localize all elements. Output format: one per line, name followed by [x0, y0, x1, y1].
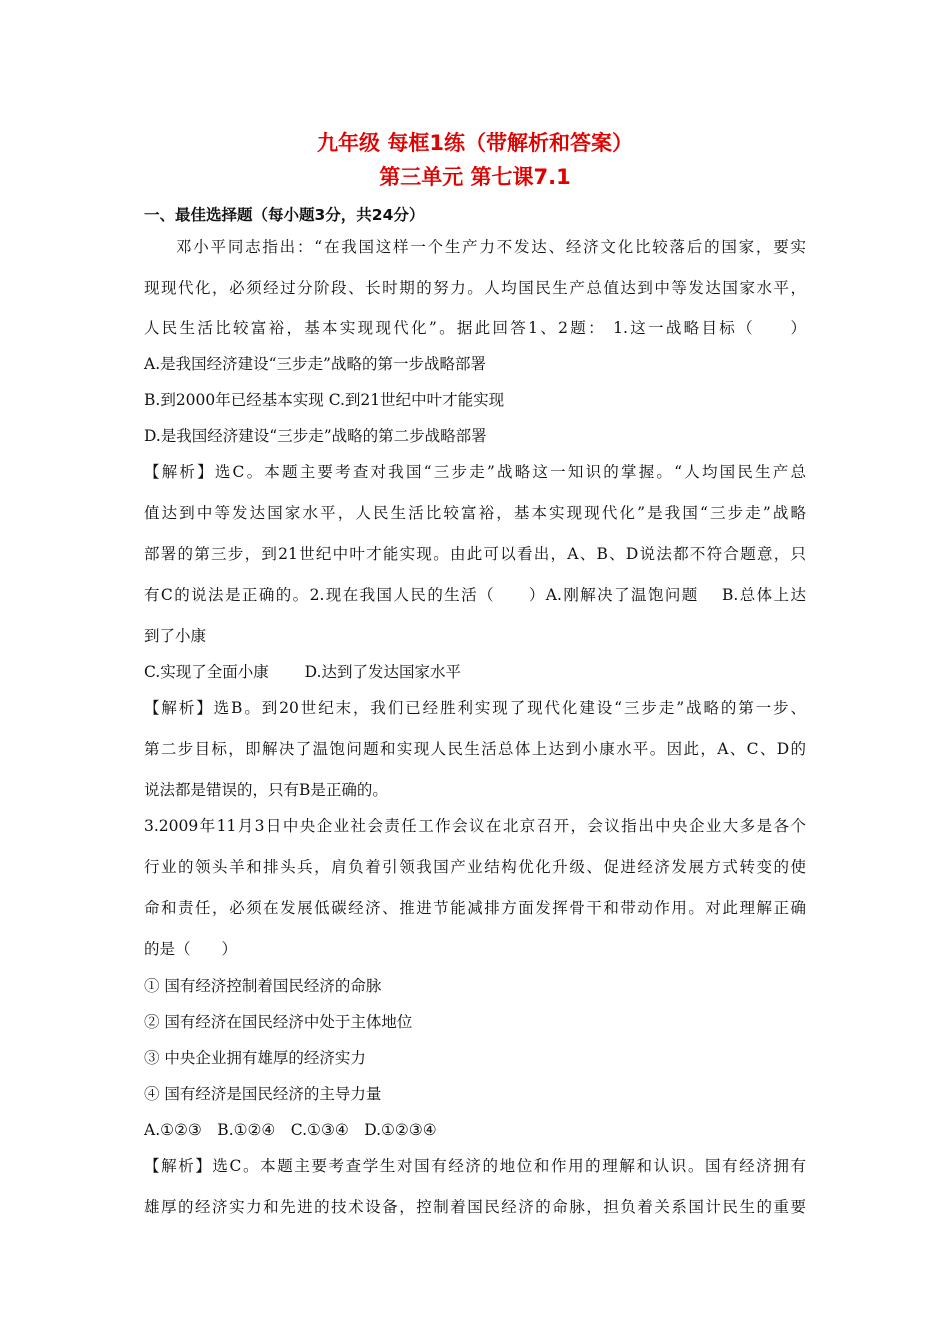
paragraph-line: 邓小平同志指出：“在我国这样一个生产力不发达、经济文化比较落后的国家，要实 [176, 238, 806, 256]
question-line: 行业的领头羊和排头兵，肩负着引领我国产业结构优化升级、促进经济发展方式转变的使 [144, 858, 806, 876]
statement-item: ② 国有经济在国民经济中处于主体地位 [144, 1013, 413, 1031]
statement-item: ④ 国有经济是国民经济的主导力量 [144, 1085, 382, 1103]
question-line: 命和责任，必须在发展低碳经济、推进节能减排方面发挥骨干和带动作用。对此理解正确 [144, 899, 806, 917]
statement-item: ① 国有经济控制着国民经济的命脉 [144, 977, 382, 995]
analysis-line: 说法都是错误的，只有B是正确的。 [144, 781, 388, 799]
paragraph-line: 现现代化，必须经过分阶段、长时期的努力。人均国民生产总值达到中等发达国家水平， [144, 279, 806, 297]
section-heading: 一、最佳选择题（每小题3分，共24分） [144, 206, 425, 224]
analysis-line: 第二步目标，即解决了温饱问题和实现人民生活总体上达到小康水平。因此，A、C、D的 [144, 740, 806, 758]
question-line: 的是（ ） [144, 940, 238, 958]
analysis-line: 值达到中等发达国家水平，人民生活比较富裕，基本实现现代化”是我国“三步走”战略 [144, 504, 806, 522]
document-subtitle: 第三单元 第七课7.1 [379, 165, 571, 189]
analysis-line: 【解析】选C。本题主要考查学生对国有经济的地位和作用的理解和认识。国有经济拥有 [144, 1157, 806, 1175]
option-line: A.①②③ B.①②④ C.①③④ D.①②③④ [144, 1121, 437, 1139]
document-title: 九年级 每框1练（带解析和答案） [317, 131, 633, 155]
statement-item: ③ 中央企业拥有雄厚的经济实力 [144, 1049, 366, 1067]
analysis-line: 部署的第三步，到21世纪中叶才能实现。由此可以看出，A、B、D说法都不符合题意，只 [144, 545, 806, 563]
option-line: B.到2000年已经基本实现 C.到21世纪中叶才能实现 [144, 391, 505, 409]
option-line: C.实现了全面小康 D.达到了发达国家水平 [144, 663, 461, 681]
option-line: D.是我国经济建设“三步走”战略的第二步战略部署 [144, 427, 487, 445]
option-line: 到了小康 [144, 627, 207, 645]
option-line: A.是我国经济建设“三步走”战略的第一步战略部署 [144, 355, 486, 373]
analysis-line: 【解析】选C。本题主要考查对我国“三步走”战略这一知识的掌握。“人均国民生产总 [144, 463, 806, 481]
analysis-line: 【解析】选B。到20世纪末，我们已经胜利实现了现代化建设“三步走”战略的第一步、 [144, 699, 806, 717]
question-line: 3.2009年11月3日中央企业社会责任工作会议在北京召开，会议指出中央企业大多是各个 [144, 817, 806, 835]
analysis-line: 雄厚的经济实力和先进的技术设备，控制着国民经济的命脉，担负着关系国计民生的重要 [144, 1198, 806, 1216]
analysis-line: 有C的说法是正确的。2.现在我国人民的生活（ ）A.刚解决了温饱问题 B.总体上达 [144, 586, 806, 604]
paragraph-line: 人民生活比较富裕，基本实现现代化”。据此回答1、2题： 1.这一战略目标（ ） [144, 319, 806, 337]
